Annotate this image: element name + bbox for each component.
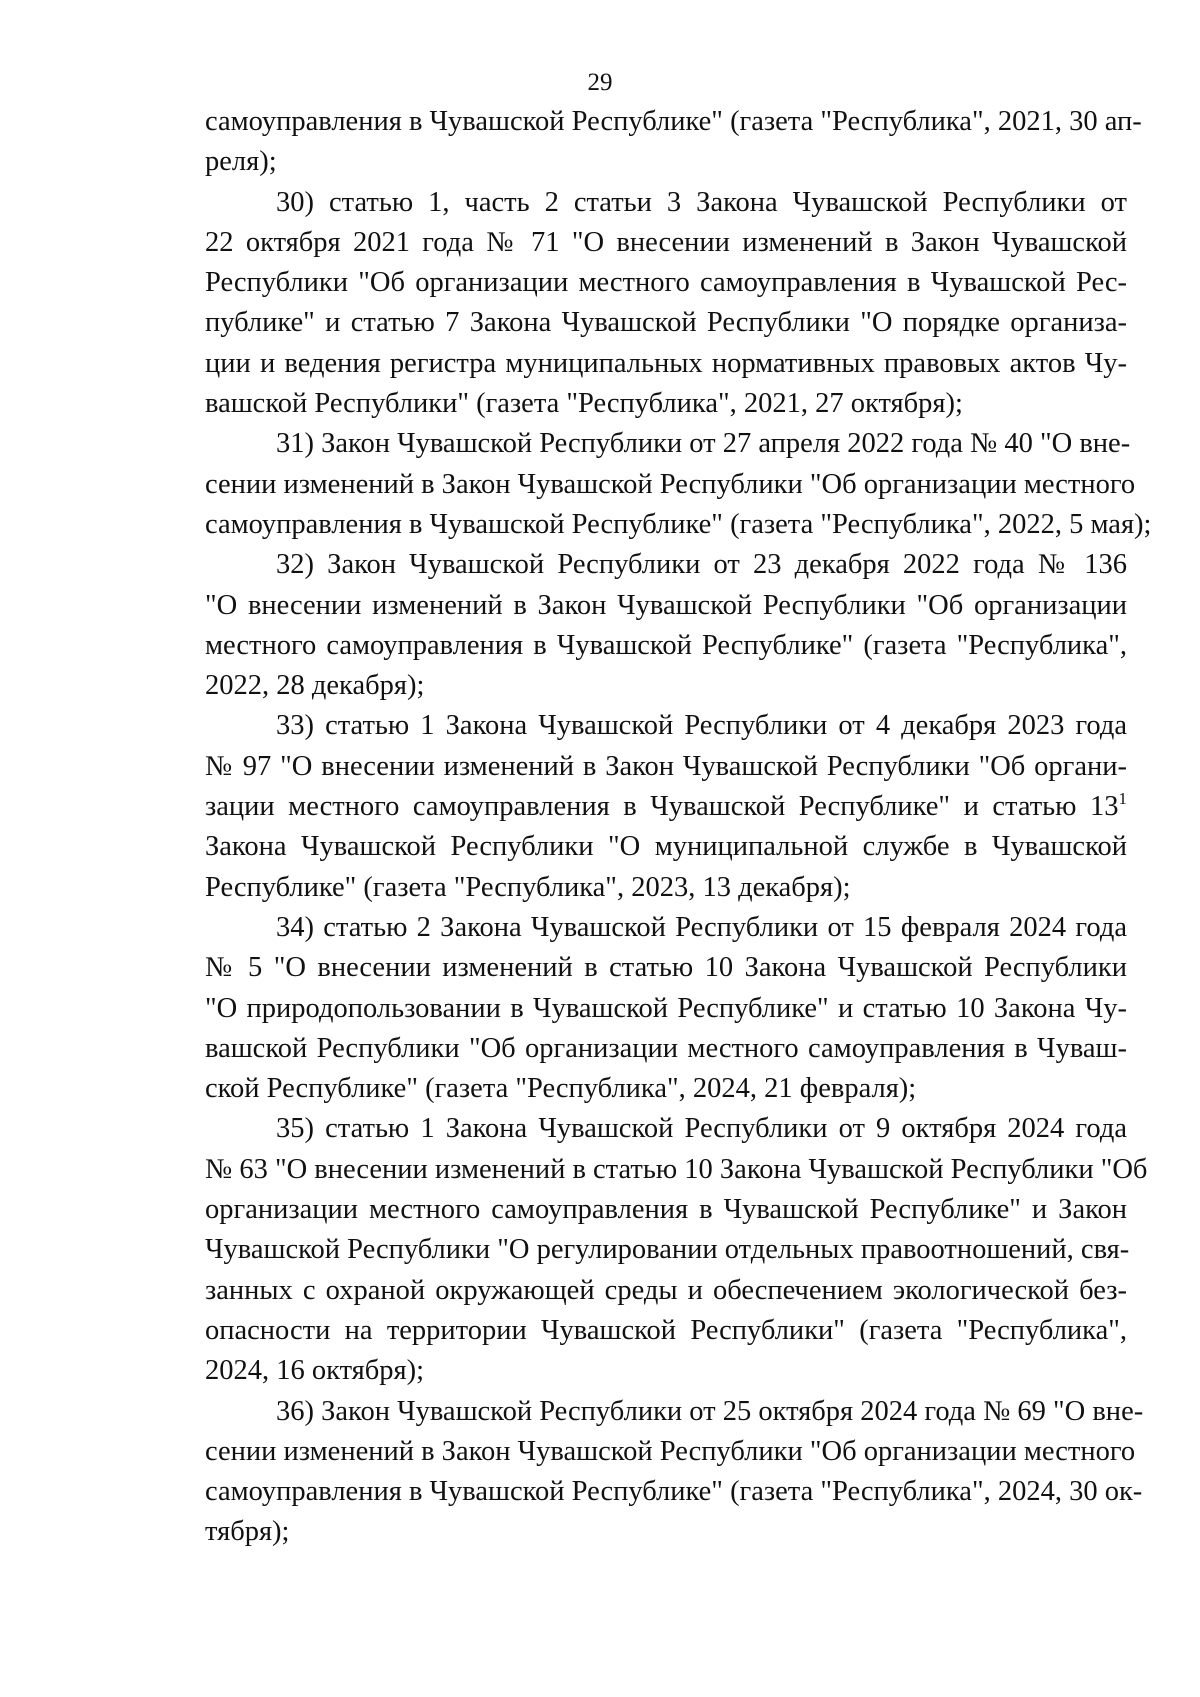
text-line: самоуправления в Чувашской Республике" (газета "Республика", 2024, 30 ок- (205, 1476, 1143, 1508)
text-line-content: зации местного самоуправления в Чувашской Республике" и статью 13 (205, 791, 1119, 823)
paragraph-continuation (205, 102, 1142, 183)
text-line: реля); (205, 146, 277, 178)
text-line: 2022, 28 декабря); (205, 670, 425, 702)
list-item-32 (205, 545, 1127, 706)
list-item-36 (205, 1392, 1144, 1553)
text-line: 34) статью 2 Закона Чувашской Республики от 15 февраля 2024 года (276, 911, 1127, 943)
text-line: сении изменений в Закон Чувашской Республики "Об организации местного (205, 468, 1136, 500)
list-item-33 (205, 706, 1127, 907)
text-line: тября); (205, 1516, 290, 1548)
text-line: 2024, 16 октября); (205, 1355, 425, 1387)
text-line: № 63 "О внесении изменений в статью 10 Закона Чувашской Республики "Об (205, 1153, 1148, 1185)
text-line: 30) статью 1, часть 2 статьи 3 Закона Чувашской Республики от (276, 186, 1127, 218)
page-number: 29 (587, 69, 613, 96)
text-line: самоуправления в Чувашской Республике" (газета "Республика", 2021, 30 ап- (205, 106, 1142, 137)
text-line: местного самоуправления в Чувашской Республике" (газета "Республика", (205, 629, 1127, 661)
list-item-30 (205, 183, 1127, 425)
superscript: 1 (1118, 789, 1127, 809)
text-line: самоуправления в Чувашской Республике" (газета "Республика", 2022, 5 мая); (205, 508, 1152, 540)
text-line: Республики "Об организации местного самоуправления в Чувашской Рес- (205, 267, 1127, 299)
text-line: публике" и статью 7 Закона Чувашской Республики "О порядке организа- (205, 307, 1127, 339)
text-line: вашской Республики" (газета "Республика", 2021, 27 октября); (205, 388, 963, 420)
text-line: ской Республике" (газета "Республика", 2024, 21 февраля); (205, 1073, 917, 1105)
text-line: № 97 "О внесении изменений в Закон Чувашской Республики "Об органи- (205, 750, 1127, 782)
text-line: сении изменений в Закон Чувашской Республики "Об организации местного (205, 1435, 1136, 1467)
text-line: Республике" (газета "Республика", 2023, 13 декабря); (205, 871, 851, 903)
text-line: ции и ведения регистра муниципальных нормативных правовых актов Чу- (205, 347, 1127, 379)
text-line: занных с охраной окружающей среды и обеспечением экологической без- (205, 1274, 1127, 1306)
text-line: № 5 "О внесении изменений в статью 10 Закона Чувашской Республики (205, 952, 1127, 984)
list-item-34 (205, 908, 1127, 1109)
list-item-31 (205, 424, 1152, 545)
list-item-35 (205, 1109, 1148, 1391)
text-line: 32) Закон Чувашской Республики от 23 декабря 2022 года № 136 (276, 549, 1127, 581)
document-body (205, 102, 1152, 1553)
text-line: 31) Закон Чувашской Республики от 27 апреля 2022 года № 40 "О вне- (276, 428, 1131, 460)
text-line: Чувашской Республики "О регулировании отдельных правоотношений, свя- (205, 1234, 1130, 1266)
text-line: 36) Закон Чувашской Республики от 25 октября 2024 года № 69 "О вне- (276, 1395, 1144, 1427)
text-line-with-superscript (205, 787, 1127, 827)
text-line: "О природопользовании в Чувашской Республике" и статью 10 Закона Чу- (205, 992, 1127, 1024)
text-line: 22 октября 2021 года № 71 "О внесении изменений в Закон Чувашской (205, 226, 1127, 258)
text-line: Закона Чувашской Республики "О муниципальной службе в Чувашской (205, 831, 1127, 863)
text-line: "О внесении изменений в Закон Чувашской Республики "Об организации (205, 589, 1127, 621)
text-line: 35) статью 1 Закона Чувашской Республики от 9 октября 2024 года (276, 1113, 1127, 1145)
text-line: организации местного самоуправления в Чувашской Республике" и Закон (205, 1194, 1127, 1226)
text-line: 33) статью 1 Закона Чувашской Республики от 4 декабря 2023 года (276, 710, 1127, 742)
text-line: вашской Республики "Об организации местного самоуправления в Чуваш- (205, 1032, 1127, 1064)
text-line: опасности на территории Чувашской Республики" (газета "Республика", (205, 1314, 1127, 1346)
